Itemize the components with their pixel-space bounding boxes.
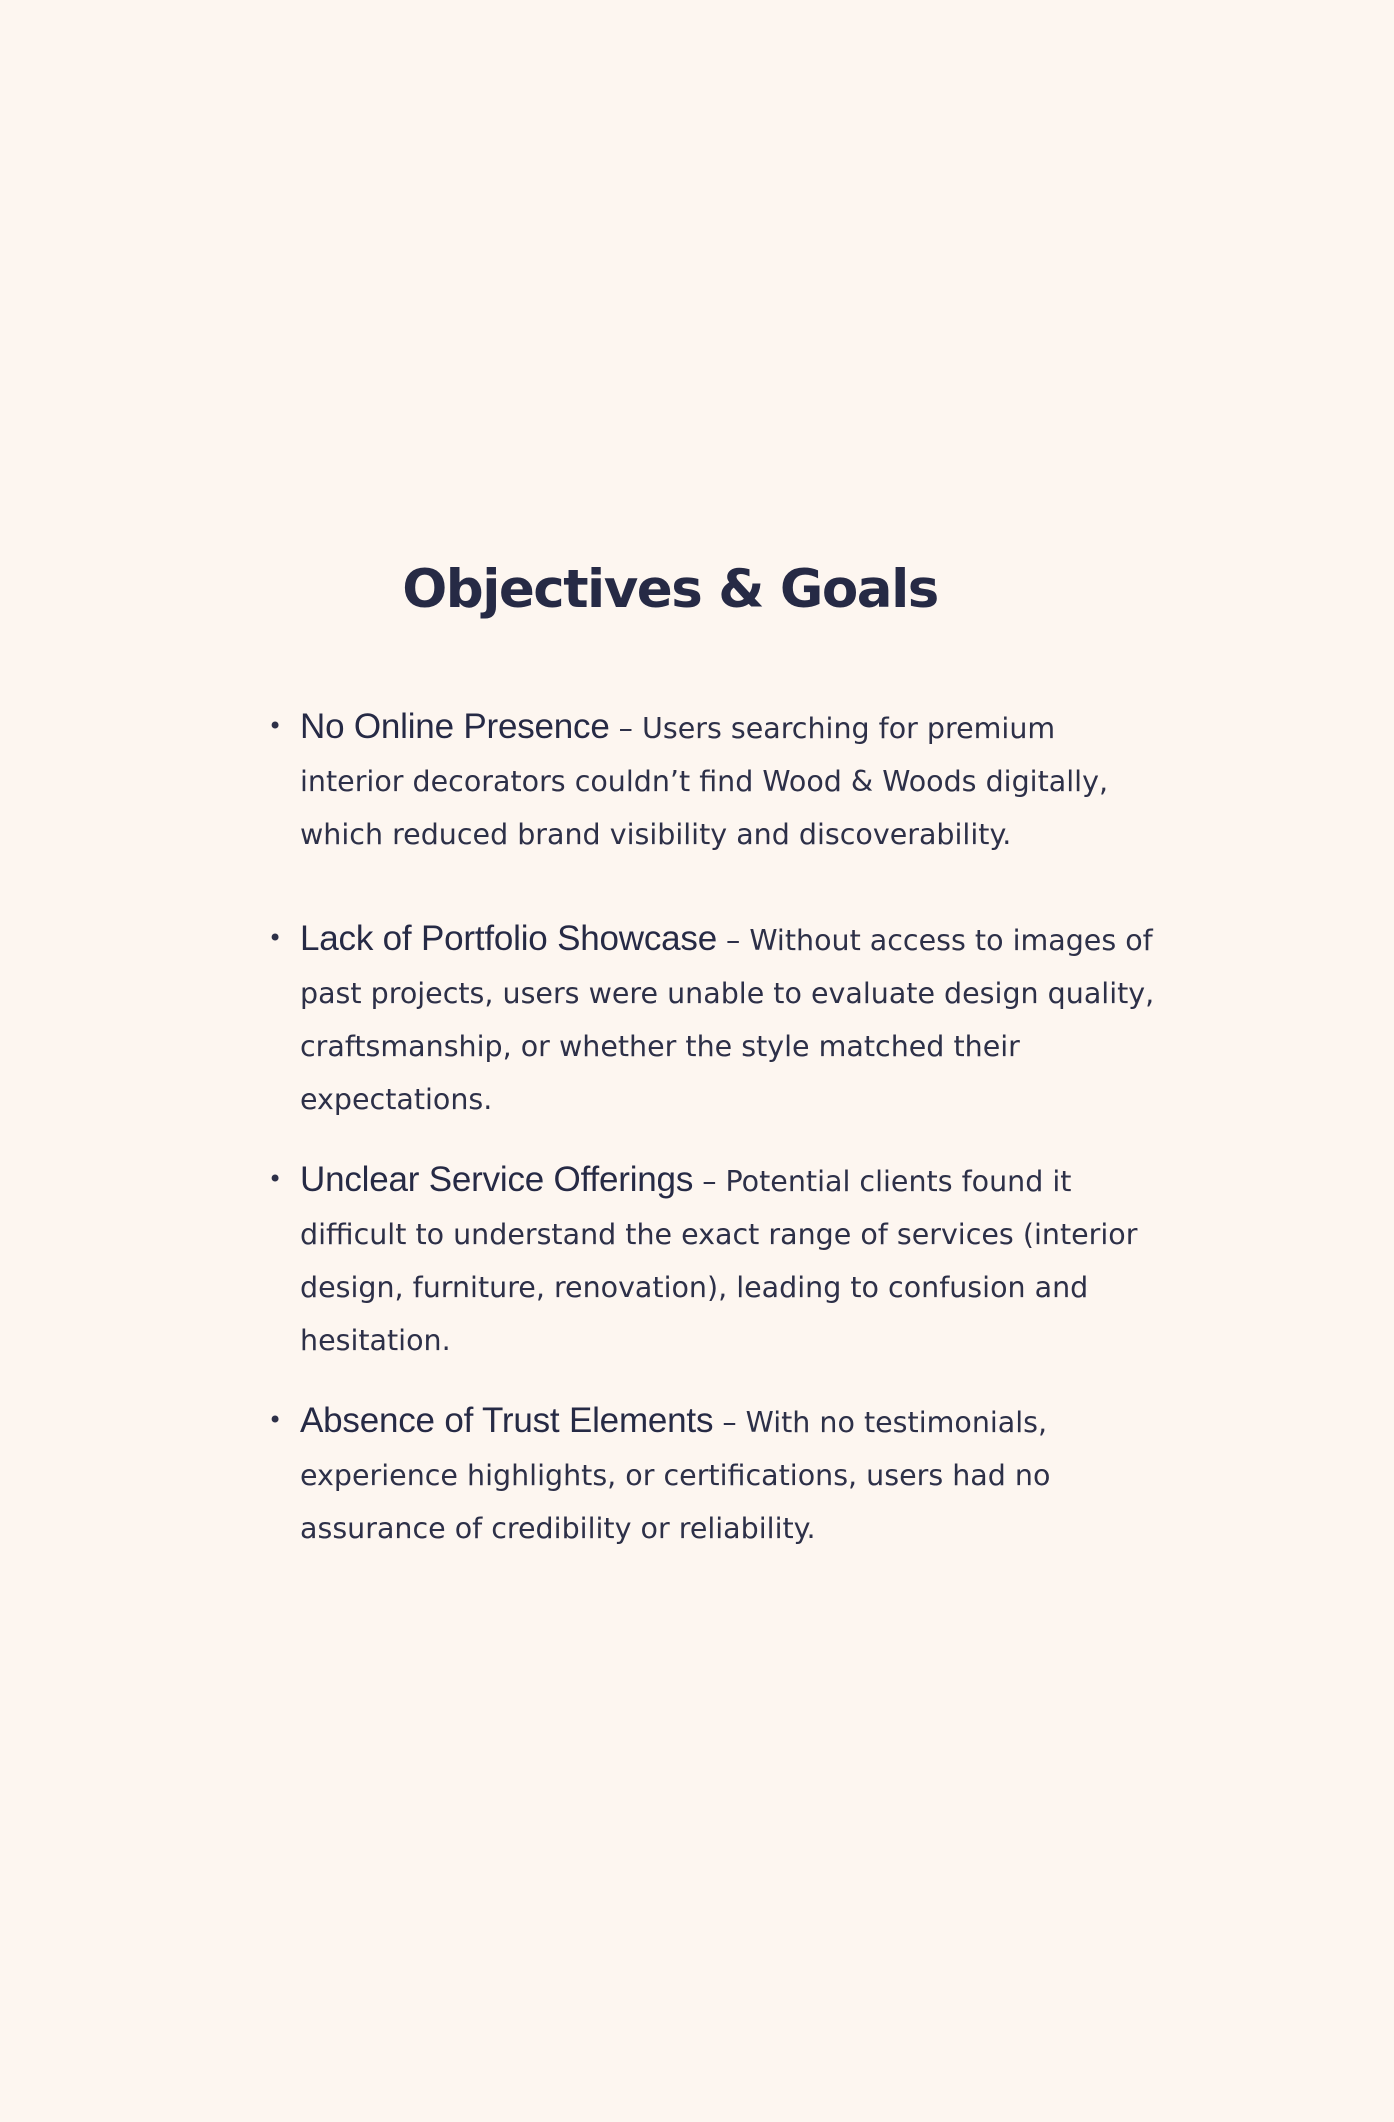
bullet-icon: • xyxy=(268,712,283,740)
objectives-list xyxy=(268,700,1160,1555)
list-item-online-presence xyxy=(268,700,1160,861)
list-item-service-offerings xyxy=(268,1153,1160,1367)
goal-separator: – xyxy=(693,1165,726,1198)
goal-title: Absence of Trust Elements xyxy=(300,1401,714,1440)
bullet-icon: • xyxy=(268,1406,283,1434)
goal-description: Users searching for premium interior decorators couldn’t find Wood & Woods digitally, which reduced brand visibility and discoverability. xyxy=(300,712,1109,851)
bullet-icon: • xyxy=(268,924,283,952)
bullet-icon: • xyxy=(268,1165,283,1193)
goal-separator: – xyxy=(713,1406,746,1439)
goal-separator: – xyxy=(716,924,750,957)
goal-description: Potential clients found it difficult to understand the exact range of services (interior design, furniture, renovation), leading to confusion and hesitation. xyxy=(300,1165,1138,1357)
goal-title: Lack of Portfolio Showcase xyxy=(300,919,717,958)
goal-description: Without access to images of past projects, users were unable to evaluate design quality, craftsmanship, or whether the style matched their expectations. xyxy=(300,924,1155,1116)
goal-separator: – xyxy=(609,712,642,745)
list-item-portfolio-showcase xyxy=(268,912,1160,1126)
page-title: Objectives & Goals xyxy=(402,559,938,620)
goal-title: No Online Presence xyxy=(300,707,610,746)
list-item-trust-elements xyxy=(268,1394,1160,1555)
goal-title: Unclear Service Offerings xyxy=(300,1160,694,1199)
goal-description: With no testimonials, experience highlights, or certifications, users had no assurance of credibility or reliability. xyxy=(300,1406,1051,1545)
